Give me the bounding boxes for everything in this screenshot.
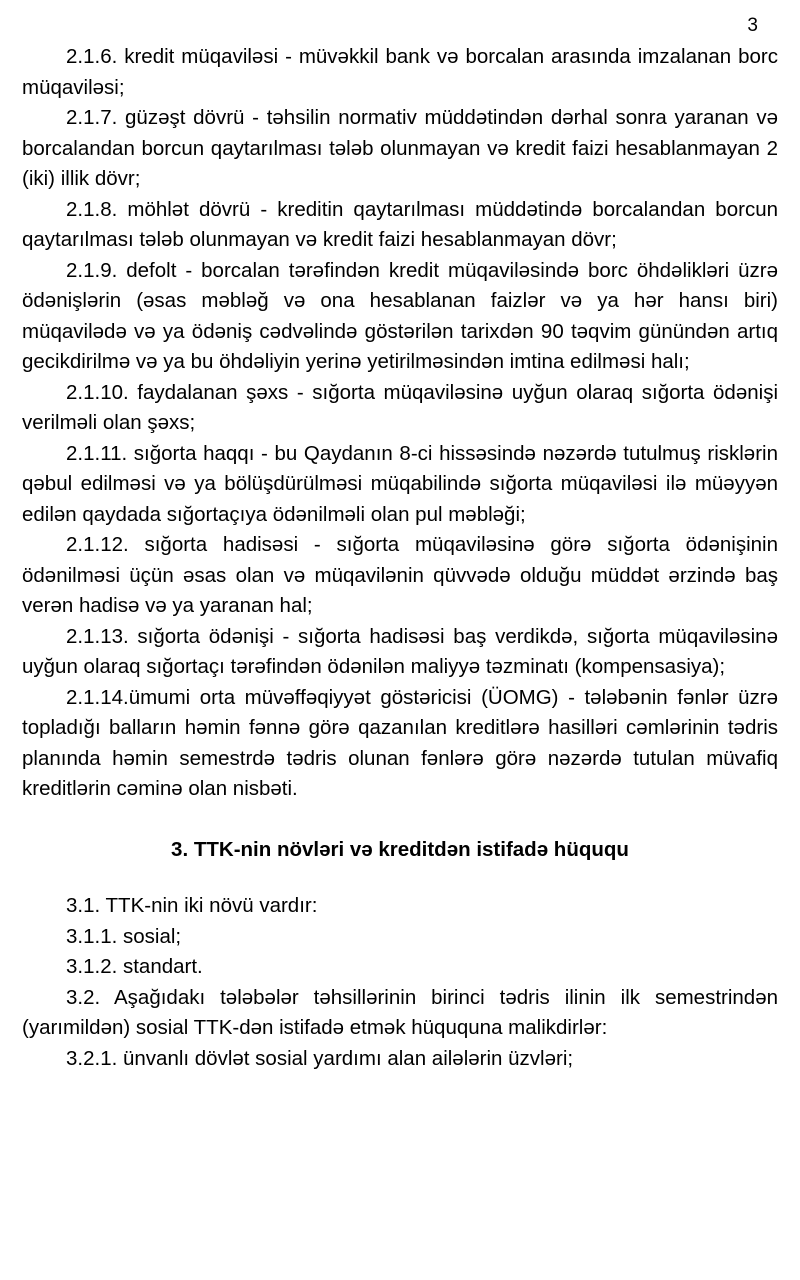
paragraph-2-1-10: 2.1.10. faydalanan şəxs - sığorta müqaviləsinə uyğun olaraq sığorta ödənişi verilməli olan şəxs; xyxy=(22,380,778,434)
paragraph-2-1-9: 2.1.9. defolt - borcalan tərəfindən kredit müqaviləsində borc öhdəlikləri üzrə ödənişlərin (əsas məbləğ və ona hesablanan faizlər və ya hər hansı biri) müqavilədə və ya ödəniş cədvəlində göstərilən tarixdən 90 təqvim günündən artıq gecikdirilmə və ya bu öhdəliyin yerinə yetirilməsindən imtina edilməsi halı; xyxy=(22,258,778,373)
paragraph-3-1: 3.1. TTK-nin iki növü vardır: xyxy=(66,894,318,917)
paragraph-2-1-7: 2.1.7. güzəşt dövrü - təhsilin normativ müddətindən dərhal sonra yaranan və borcalandan borcun qaytarılması tələb olunmayan və kredit faizi hesablanmayan 2 (iki) illik dövr; xyxy=(22,106,778,190)
paragraph-2-1-6: 2.1.6. kredit müqaviləsi - müvəkkil bank və borcalan arasında imzalanan borc müqaviləsi; xyxy=(22,45,778,99)
paragraph-3-2: 3.2. Aşağıdakı tələbələr təhsillərinin birinci tədris ilinin ilk semestrindən (yarımildən) sosial TTK-dən istifadə etmək hüququna malikdirlər: xyxy=(22,985,778,1039)
paragraph-2-1-11: 2.1.11. sığorta haqqı - bu Qaydanın 8-ci hissəsində nəzərdə tutulmuş risklərin qəbul edilməsi və ya bölüşdürülməsi müqabilində sığorta müqaviləsi ilə müəyyən edilən qaydada sığortaçıya ödənilməli olan pul məbləği; xyxy=(22,441,778,526)
page-number: 3 xyxy=(747,15,758,36)
definitions-section xyxy=(22,42,778,805)
section-3-content xyxy=(22,891,778,1074)
paragraph-2-1-12: 2.1.12. sığorta hadisəsi - sığorta müqaviləsinə görə sığorta ödənişinin ödənilməsi üçün əsas olan və müqavilənin qüvvədə olduğu müddət ərzində baş verən hadisə və ya yaranan hal; xyxy=(22,533,778,617)
paragraph-3-1-1: 3.1.1. sosial; xyxy=(66,924,182,948)
section-heading-3: 3. TTK-nin növləri və kreditdən istifadə hüququ xyxy=(171,837,629,861)
paragraph-3-2-1: 3.2.1. ünvanlı dövlət sosial yardımı alan ailələrin üzvləri; xyxy=(66,1046,574,1070)
paragraph-2-1-8: 2.1.8. möhlət dövrü - kreditin qaytarılması müddətində borcalandan borcun qaytarılması tələb olunmayan və kredit faizi hesablanmayan dövr; xyxy=(22,197,778,251)
paragraph-2-1-14: 2.1.14.ümumi orta müvəffəqiyyət göstəricisi (ÜOMG) - tələbənin fənlər üzrə topladığı balların həmin fənnə görə qazanılan kreditlərə hasilləri cəmlərinin tədris planında həmin semestrdə tədris olunan fənlərə görə nəzərdə tutulan müvafiq kreditlərin cəminə olan nisbəti. xyxy=(22,685,778,800)
paragraph-2-1-13: 2.1.13. sığorta ödənişi - sığorta hadisəsi baş verdikdə, sığorta müqaviləsinə uyğun olaraq sığortaçı tərəfindən ödənilən maliyyə təzminatı (kompensasiya); xyxy=(22,624,778,678)
paragraph-3-1-2: 3.1.2. standart. xyxy=(66,955,203,978)
